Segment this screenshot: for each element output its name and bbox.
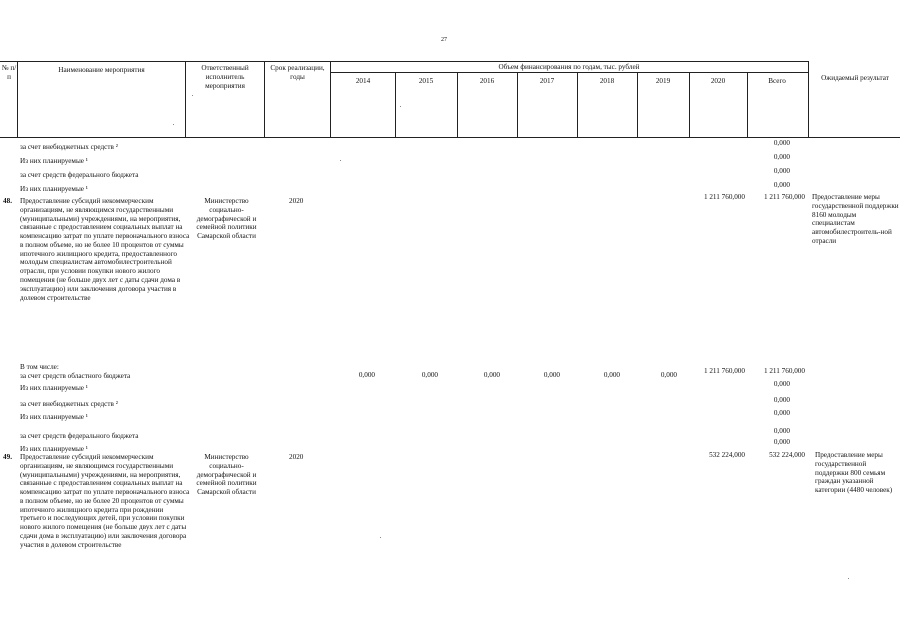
planned2-total: 0,000: [773, 409, 790, 417]
header-year-2016: 2016: [479, 77, 495, 85]
page-number: 27: [441, 37, 447, 43]
item48-total: 1 211 760,000: [763, 193, 805, 201]
federal-total: 0,000: [773, 427, 790, 435]
top-row-total: 0,000: [773, 153, 790, 161]
item48-executor: Министерство социально-демографической и семейной политики Самарской области: [196, 197, 257, 241]
scan-speck: [848, 578, 849, 579]
extra-total: 0,000: [773, 396, 790, 404]
scan-speck: [380, 537, 381, 538]
regional-2019: 0,000: [660, 371, 677, 379]
subrow-including: В том числе:: [20, 363, 59, 371]
item49-result: Предоставление меры государственной поддержки 800 семьям граждан указанной категории (4480 человек): [815, 451, 893, 495]
header-term: Срок реализации, годы: [270, 64, 325, 81]
item48-2020: 1 211 760,000: [703, 193, 745, 201]
header-year-2019: 2019: [655, 77, 671, 85]
regional-2015: 0,000: [421, 371, 438, 379]
header-result: Ожидаемый результат: [821, 74, 889, 82]
header-year-2015: 2015: [418, 77, 434, 85]
item48-result: Предоставление меры государственной поддержки 8160 молодым специалистам автомобилестроитель-ной отрасли: [812, 193, 899, 245]
regional-total: 1 211 760,000: [763, 367, 805, 375]
top-row-total: 0,000: [773, 181, 790, 189]
col-divider: [808, 61, 809, 137]
col-divider: [330, 61, 331, 137]
item48-name: Предоставление субсидий некоммерческим организациям, не являющимся государственными (муниципальными) учреждениями, на мероприятия, связанные с предоставлением социальных выплат на компенсацию затрат по уплате первоначального взноса в полном объеме, но не более 10 процентов от суммы ипотечного жилищного кредита, предоставленного молодым специалистам автомобилестроительной отрасли, при условии покупки нового жилого помещения (не больше двух лет с даты сдачи дома в эксплуатацию) или заключения договора участия в долевом строительстве: [20, 197, 190, 302]
top-row-label: Из них планируемые ¹: [20, 185, 88, 193]
regional-2016: 0,000: [483, 371, 500, 379]
header-funding: Объем финансирования по годам, тыс. рублей: [498, 63, 640, 71]
header-years-border: [330, 72, 808, 73]
item49-number: 49.: [3, 453, 12, 461]
item49-name: Предоставление субсидий некоммерческим организациям, не являющимся государственными (муниципальными) учреждениями, на мероприятия, связанные с предоставлением социальных выплат на компенсацию затрат по уплате первоначального взноса в полном объеме, но не более 20 процентов от суммы ипотечного жилищного кредита при рождении третьего и последующих детей, при условии покупки нового жилого помещения (не больше двух лет с даты сдачи дома в эксплуатацию) или заключения договора участия в долевом строительстве: [20, 453, 190, 549]
item49-term: 2020: [289, 453, 304, 461]
scan-speck: [400, 106, 401, 107]
item49-total: 532 224,000: [769, 451, 805, 459]
top-row-total: 0,000: [773, 139, 790, 147]
item49-2020: 532 224,000: [709, 451, 745, 459]
regional-2017: 0,000: [543, 371, 560, 379]
regional-2018: 0,000: [603, 371, 620, 379]
item48-term: 2020: [289, 197, 304, 205]
item49-executor: Министерство социально-демографической и семейной политики Самарской области: [196, 453, 257, 497]
regional-2020: 1 211 760,000: [703, 367, 745, 375]
item48-number: 48.: [3, 197, 12, 205]
header-year-2020: 2020: [710, 77, 726, 85]
header-bottom-border: [0, 137, 900, 138]
top-row-total: 0,000: [773, 167, 790, 175]
header-total: Всего: [768, 77, 786, 85]
subrow-planned: Из них планируемые ¹: [20, 384, 88, 392]
header-year-2014: 2014: [355, 77, 371, 85]
subrow-regional: за счет средств областного бюджета: [20, 372, 131, 380]
header-year-2017: 2017: [539, 77, 555, 85]
header-executor: Ответственный исполнитель мероприятия: [201, 64, 249, 90]
regional-2014: 0,000: [358, 371, 375, 379]
subrow-planned: Из них планируемые ¹: [20, 445, 88, 453]
scan-speck: [173, 124, 174, 125]
scan-speck: [340, 160, 341, 161]
header-top-border: [0, 61, 808, 62]
top-row-label: Из них планируемые ¹: [20, 157, 88, 165]
scan-speck: [192, 95, 193, 96]
header-year-2018: 2018: [599, 77, 615, 85]
header-name: Наименование мероприятия: [58, 66, 145, 74]
planned1-total: 0,000: [773, 380, 790, 388]
planned3-total: 0,000: [773, 438, 790, 446]
header-no: № п/п: [1, 64, 17, 81]
top-row-label: за счет средств федерального бюджета: [20, 171, 139, 179]
subrow-planned: Из них планируемые ¹: [20, 413, 88, 421]
subrow-federal: за счет средств федерального бюджета: [20, 432, 139, 440]
top-row-label: за счет внебюджетных средств ²: [20, 143, 118, 151]
subrow-extrabudget: за счет внебюджетных средств ²: [20, 400, 118, 408]
